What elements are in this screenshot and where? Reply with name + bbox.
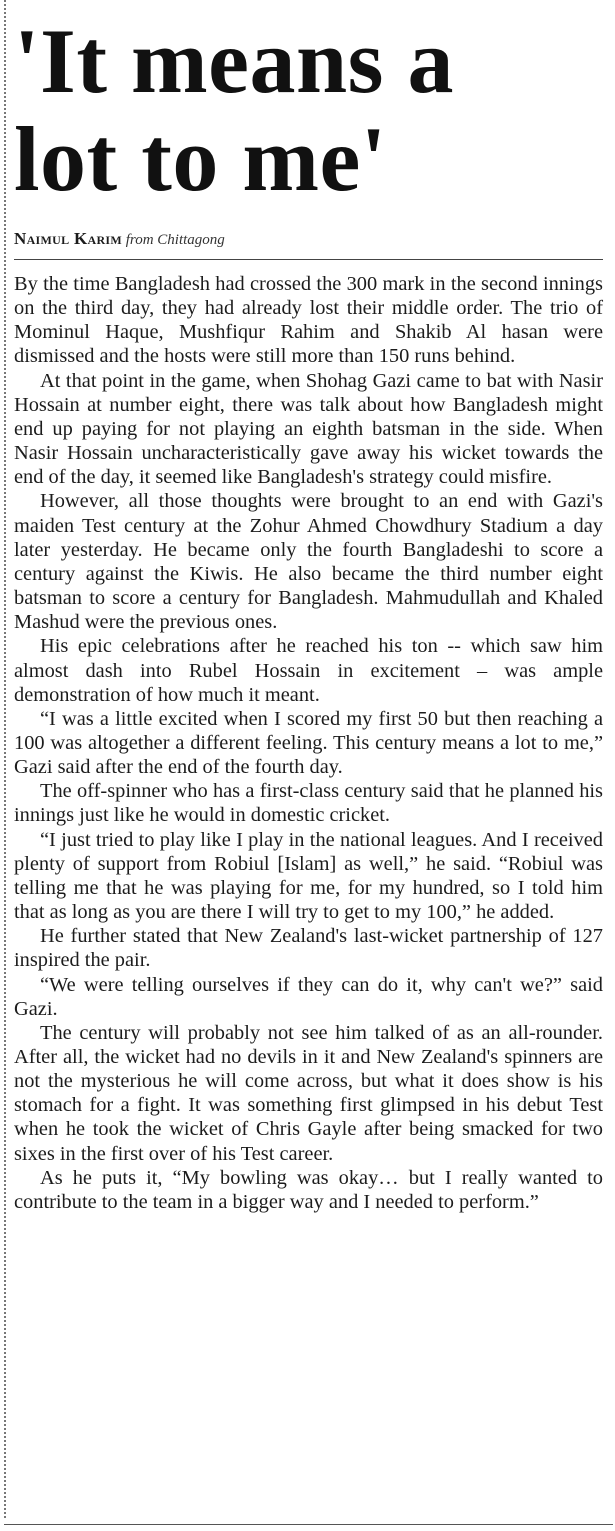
paragraph-3: However, all those thoughts were brought to an end with Gazi's maiden Test century at the Zohur Ahmed Chowdhury Stadium a day later yesterday. He became only the fourth Bangladeshi to score a century against the Kiwis. He also became the third number eight batsman to score a century for Bangladesh. Mahmudullah and Khaled Mashud were the previous ones. (14, 490, 603, 634)
paragraph-10: The century will probably not see him talked of as an all-rounder. After all, the wicket had no devils in it and New Zealand's spinners are not the mysterious he will come across, but what it does show is his stomach for a fight. It was something first glimpsed in his debut Test when he took the wicket of Chris Gayle after being smacked for two sixes in the first over of his Test career. (14, 1021, 603, 1165)
headline (14, 0, 603, 208)
paragraph-6: The off-spinner who has a first-class century said that he planned his innings just like he would in domestic cricket. (14, 780, 603, 827)
article (14, 0, 603, 1214)
paragraph-7: “I just tried to play like I play in the national leagues. And I received plenty of support from Robiul [Islam] as well,” he said. “Robiul was telling me that he was playing for me, for my hundred, so I told him that as long as you are there I will try to get to my 100,” he added. (14, 828, 603, 924)
paragraph-8: He further stated that New Zealand's last-wicket partnership of 127 inspired the pair. (14, 925, 603, 972)
byline-author: Naimul Karim (14, 229, 123, 248)
paragraph-11: As he puts it, “My bowling was okay… but I really wanted to contribute to the team in a bigger way and I needed to perform.” (14, 1166, 603, 1213)
paragraph-5: “I was a little excited when I scored my first 50 but then reaching a 100 was altogether a different feeling. This century means a lot to me,” Gazi said after the end of the fourth day. (14, 707, 603, 779)
paragraph-4: His epic celebrations after he reached his ton -- which saw him almost dash into Rubel Hossain in excitement – was ample demonstration of how much it meant. (14, 635, 603, 706)
byline-location: from Chittagong (125, 232, 225, 248)
bottom-rule (4, 1524, 613, 1525)
headline-line-2: lot to me' (14, 108, 387, 210)
paragraph-1: By the time Bangladesh had crossed the 300 mark in the second innings on the third day, they had already lost their middle order. The trio of Mominul Haque, Mushfiqur Rahim and Shakib Al hasan were dismissed and the hosts were still more than 150 runs behind. (14, 273, 603, 368)
article-body (14, 272, 603, 1214)
byline (14, 230, 603, 260)
headline-line-1: 'It means a (14, 10, 454, 112)
paragraph-2: At that point in the game, when Shohag Gazi came to bat with Nasir Hossain at number eight, there was talk about how Bangladesh might end up paying for not playing an eighth batsman in the side. When Nasir Hossain uncharacteristically gave away his wicket towards the end of the day, it seemed like Bangladesh's strategy could misfire. (14, 369, 603, 489)
left-dotted-column-rule (4, 0, 6, 1518)
paragraph-9: “We were telling ourselves if they can do it, why can't we?” said Gazi. (14, 973, 603, 1020)
